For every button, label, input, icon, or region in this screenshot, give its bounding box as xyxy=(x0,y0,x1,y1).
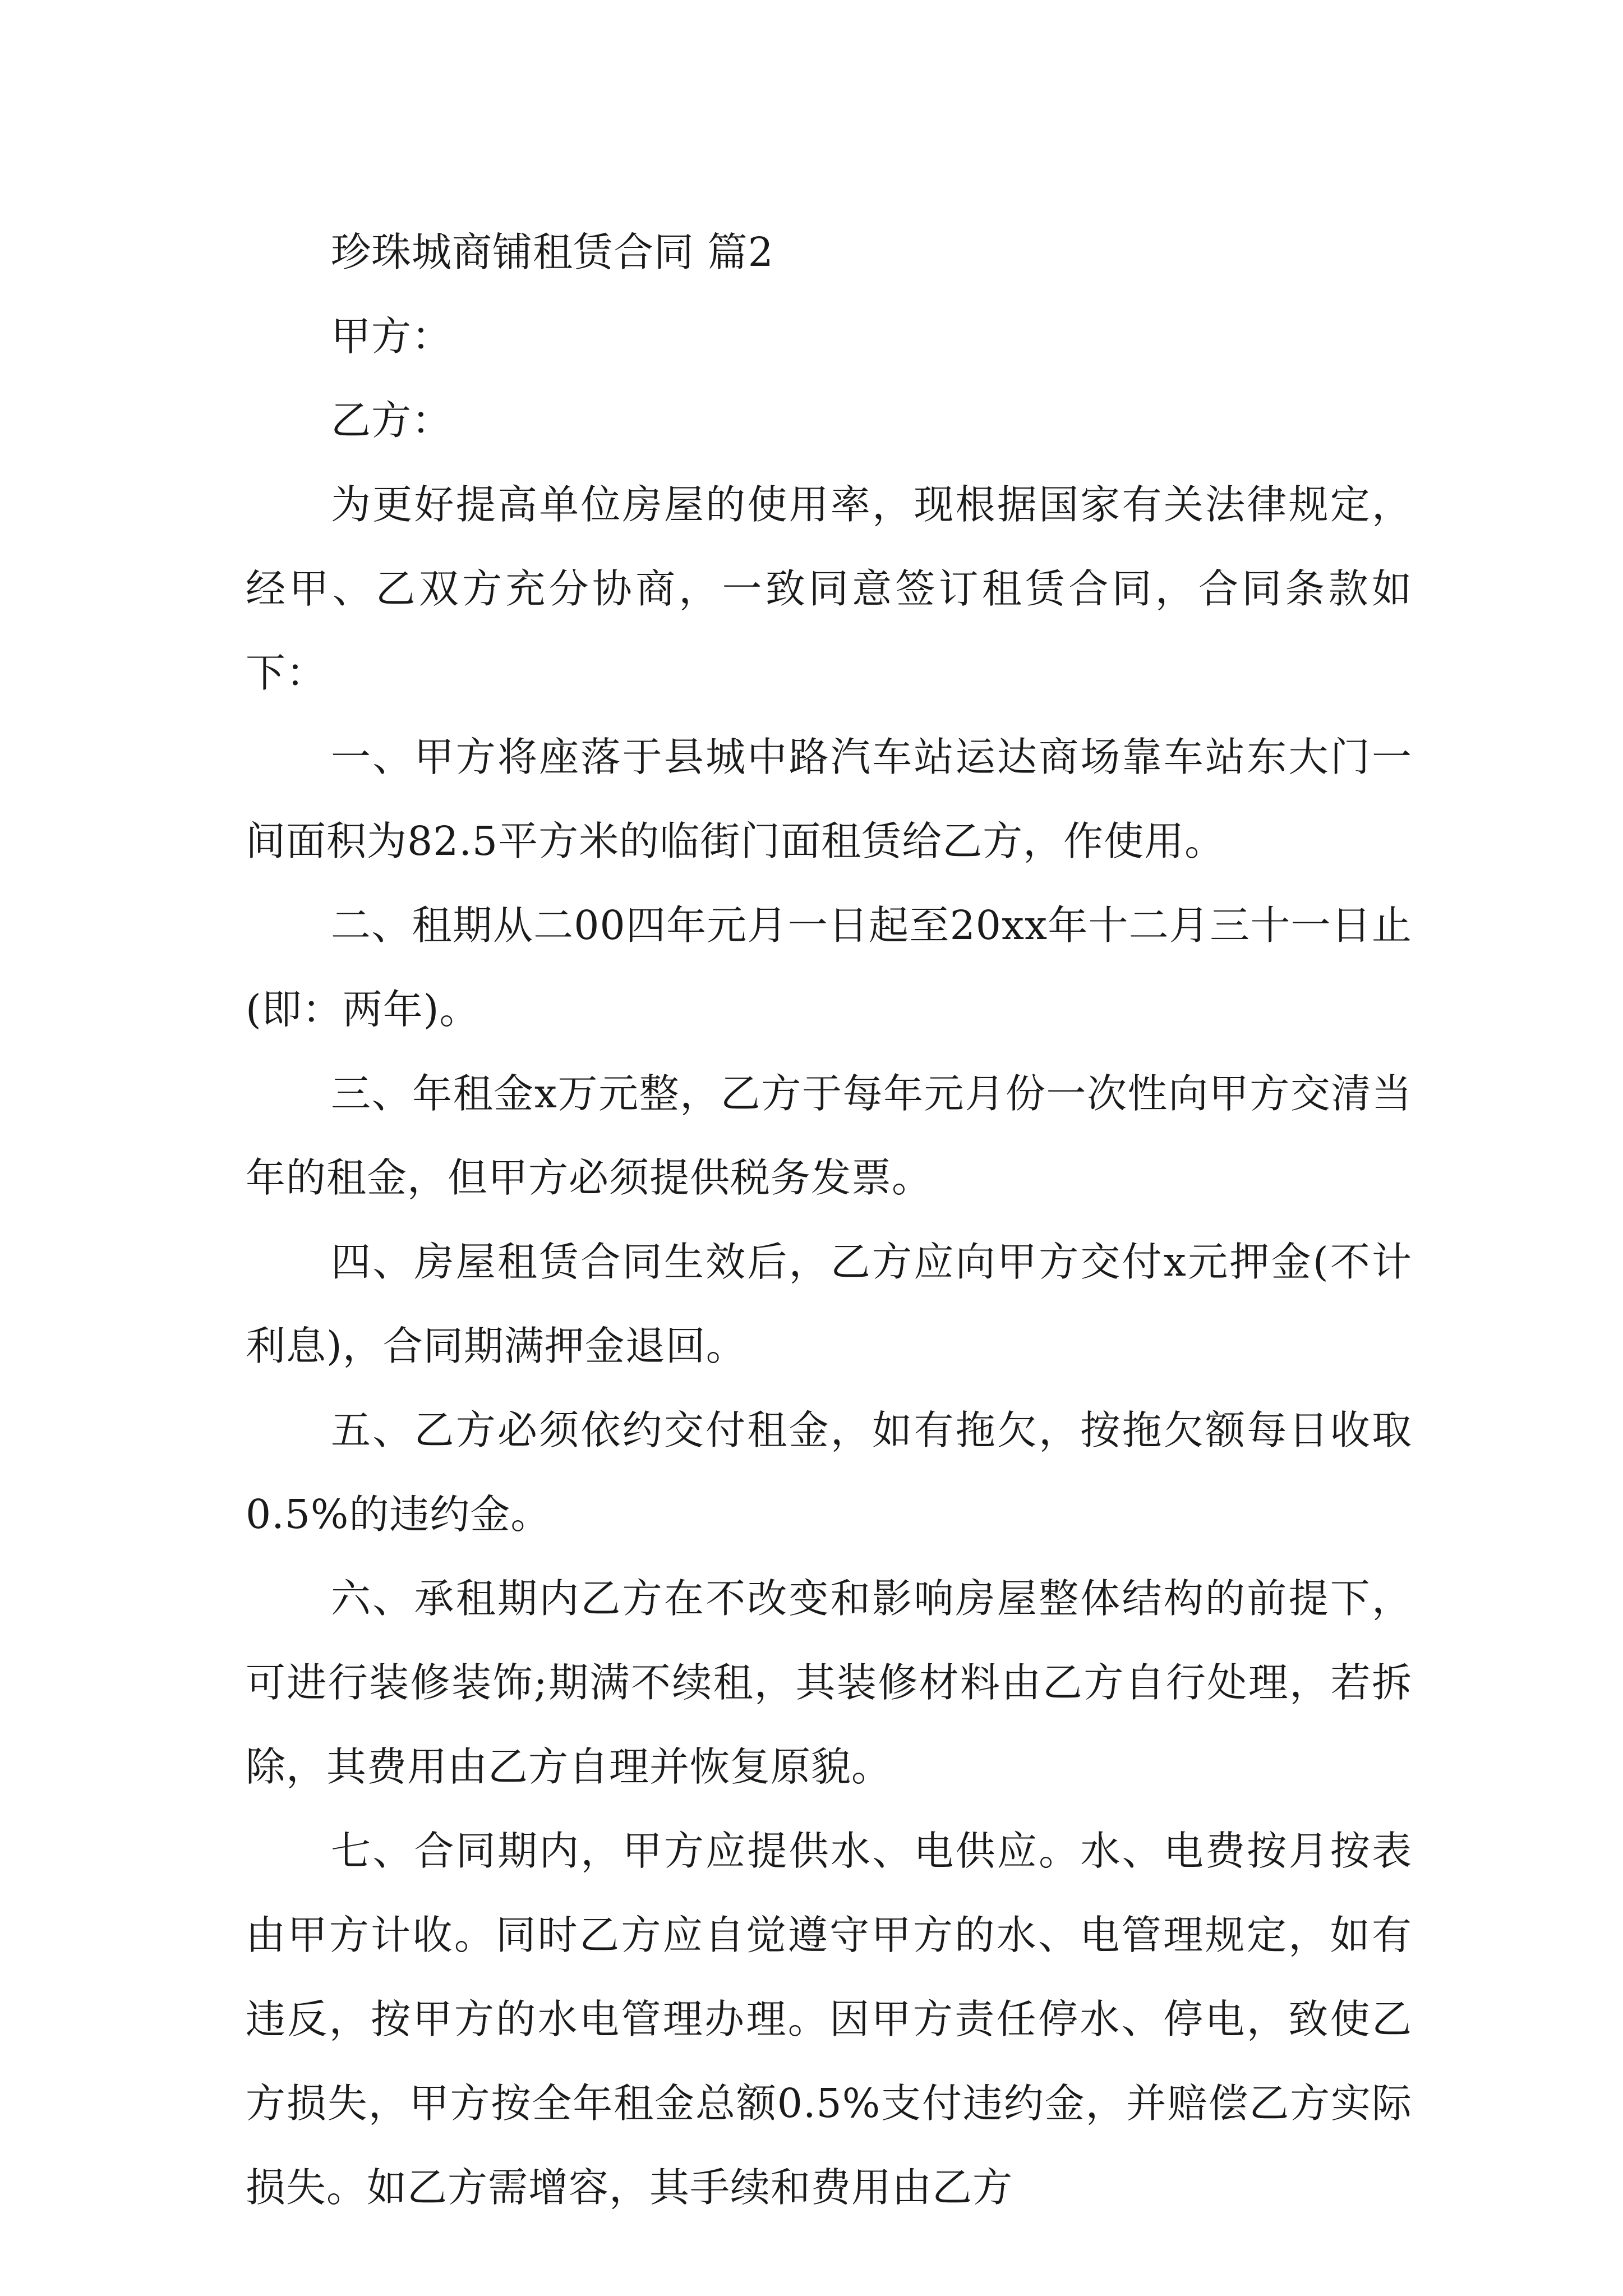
clause-2-paragraph: 二、租期从二00四年元月一日起至20xx年十二月三十一日止(即：两年)。 xyxy=(246,902,1412,1033)
clause-3-paragraph: 三、年租金x万元整，乙方于每年元月份一次性向甲方交清当年的租金，但甲方必须提供税务发票。 xyxy=(246,1070,1412,1201)
clause-4-paragraph: 四、房屋租赁合同生效后，乙方应向甲方交付x元押金(不计利息)，合同期满押金退回。 xyxy=(246,1239,1412,1369)
party-b-line: 乙方： xyxy=(331,397,453,444)
document-body xyxy=(246,210,1412,2230)
clause-1-paragraph: 一、甲方将座落于县城中路汽车站运达商场靠车站东大门一间面积为82.5平方米的临街门面租赁给乙方，作使用。 xyxy=(246,734,1412,864)
clause-5-paragraph: 五、乙方必须依约交付租金，如有拖欠，按拖欠额每日收取0.5%的违约金。 xyxy=(246,1407,1412,1538)
party-a-line: 甲方： xyxy=(331,313,453,360)
clause-7-paragraph: 七、合同期内，甲方应提供水、电供应。水、电费按月按表由甲方计收。同时乙方应自觉遵守甲方的水、电管理规定，如有违反，按甲方的水电管理办理。因甲方责任停水、停电，致使乙方损失，甲方按全年租金总额0.5%支付违约金，并赔偿乙方实际损失。如乙方需增容，其手续和费用由乙方 xyxy=(246,1828,1412,2211)
intro-paragraph: 为更好提高单位房屋的使用率，现根据国家有关法律规定，经甲、乙双方充分协商，一致同意签订租赁合同，合同条款如下： xyxy=(246,481,1412,696)
clause-6-paragraph: 六、承租期内乙方在不改变和影响房屋整体结构的前提下，可进行装修装饰;期满不续租，其装修材料由乙方自行处理，若拆除，其费用由乙方自理并恢复原貌。 xyxy=(246,1575,1412,1790)
document-title: 珍珠城商铺租赁合同 篇2 xyxy=(331,229,774,275)
